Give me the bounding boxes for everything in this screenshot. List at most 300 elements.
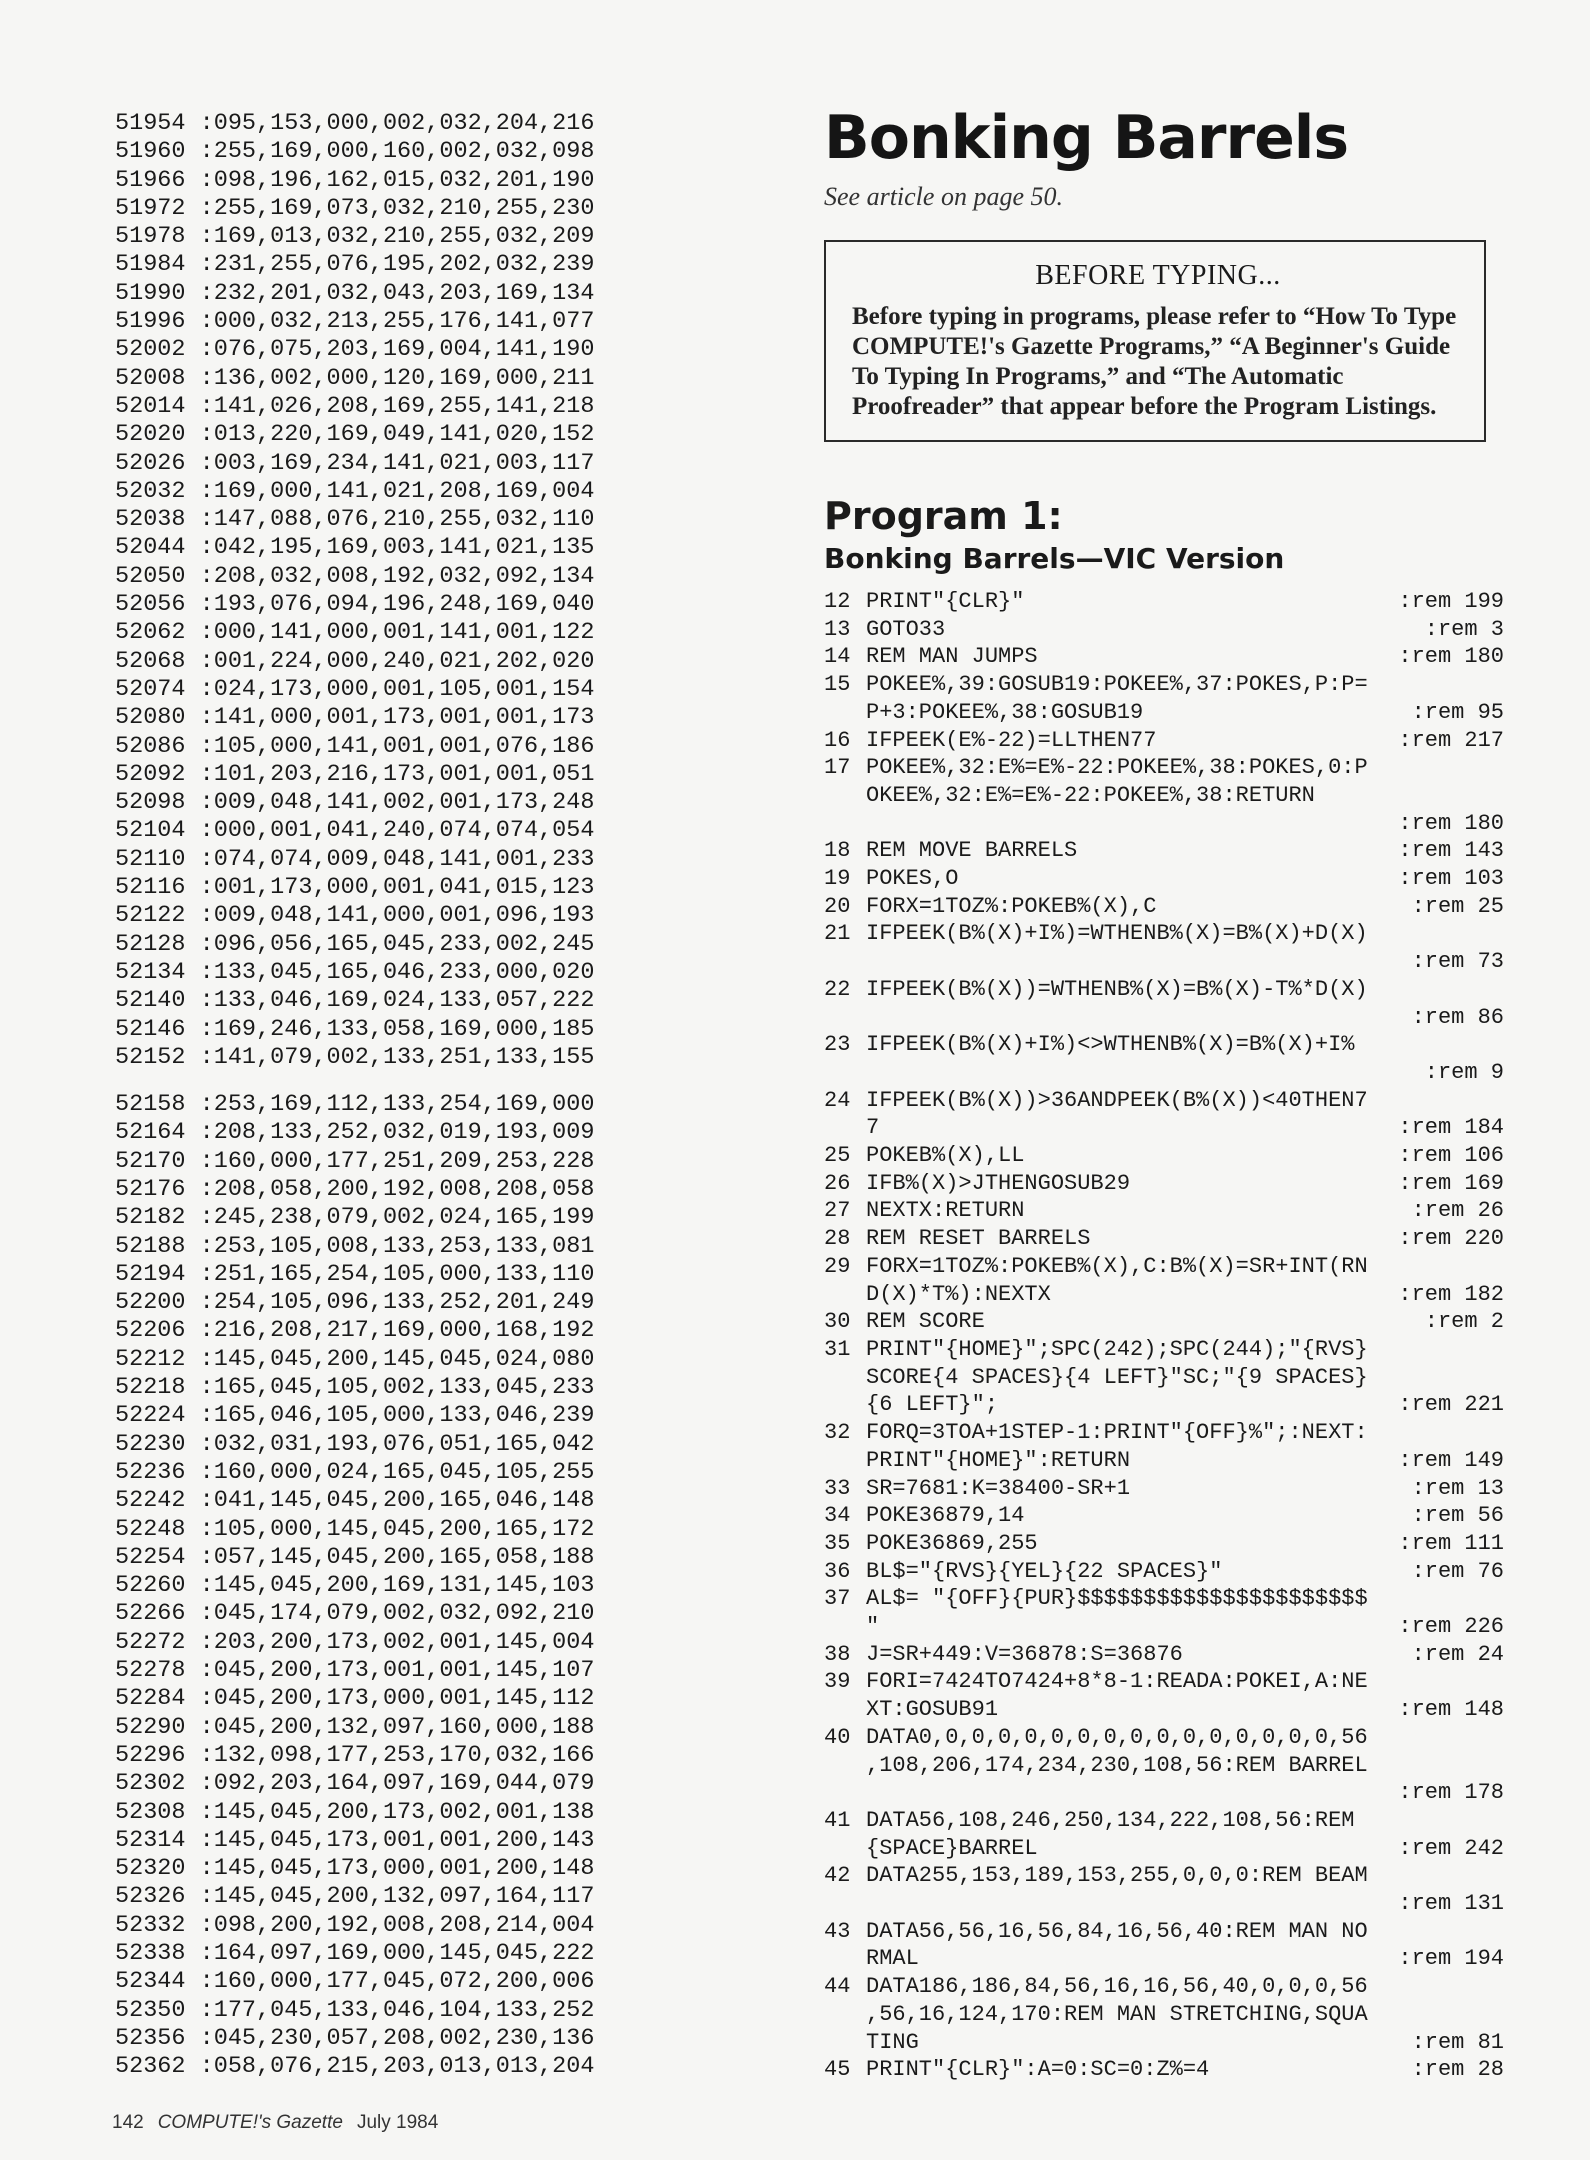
hex-address: 52122 — [115, 902, 186, 930]
line-code: IFPEEK(B%(X)+I%)=WTHENB%(X)=B%(X)+D(X) — [866, 921, 1368, 947]
program-line — [824, 1253, 1504, 1308]
hex-line — [115, 1657, 695, 1685]
hex-data: :074,074,009,048,141,001,233 — [199, 845, 595, 873]
hex-line — [115, 1770, 695, 1798]
hex-data: :092,203,164,097,169,044,079 — [199, 1770, 595, 1798]
checksum-rem: :rem 28 — [1411, 2057, 1504, 2083]
page-footer — [112, 2112, 438, 2134]
line-number: 17 — [824, 755, 851, 781]
line-code: AL$= "{OFF}{PUR}$$$$$$$$$$$$$$$$$$$$$$ " — [866, 1586, 1368, 1640]
hex-address: 52086 — [115, 732, 186, 760]
checksum-rem: :rem 199 — [1398, 589, 1504, 614]
hex-data: :045,230,057,208,002,230,136 — [199, 2024, 595, 2052]
program-line — [824, 1336, 1504, 1419]
hex-line — [115, 1261, 695, 1289]
line-number: 15 — [824, 672, 851, 698]
hex-data: :000,001,041,240,074,074,054 — [199, 817, 595, 845]
hex-line — [115, 987, 695, 1015]
hex-data: :193,076,094,196,248,169,040 — [199, 591, 595, 619]
program-line — [824, 1973, 1504, 2056]
line-code: FORI=7424TO7424+8*8-1:READA:POKEI,A:NE XT:GOSUB91 — [866, 1669, 1368, 1723]
hex-address: 52350 — [115, 1996, 186, 2024]
hex-address: 52284 — [115, 1685, 186, 1713]
hex-line — [115, 1997, 695, 2025]
hex-address: 52200 — [115, 1289, 186, 1317]
checksum-rem: :rem 81 — [1411, 2029, 1504, 2055]
hex-data: :232,201,032,043,203,169,134 — [199, 279, 595, 307]
hex-line — [115, 1799, 695, 1827]
before-typing-text: Before typing in programs, please refer to “How To Type COMPUTE!'s Gazette Programs,” “A Beginner's Guide To Typing In Programs,” and “The Automatic Proofreader” that appear before the Program Listings. — [852, 303, 1457, 420]
hex-address: 52164 — [115, 1119, 186, 1147]
hex-address: 52356 — [115, 2024, 186, 2052]
hex-address: 52278 — [115, 1657, 186, 1685]
hex-data: :045,200,173,000,001,145,112 — [199, 1685, 595, 1713]
line-code: POKE36879,14 — [866, 1503, 1025, 1529]
hex-data: :208,032,008,192,032,092,134 — [199, 562, 595, 590]
program-line — [824, 671, 1504, 726]
hex-address: 51972 — [115, 194, 186, 222]
hex-address: 52044 — [115, 534, 186, 562]
line-code: REM MOVE BARRELS — [866, 838, 1078, 864]
checksum-rem: :rem 220 — [1398, 1226, 1504, 1252]
before-typing-box — [824, 240, 1486, 442]
hex-listing — [115, 110, 695, 2081]
line-number: 43 — [824, 1918, 851, 1944]
line-number: 33 — [824, 1475, 851, 1501]
line-number: 34 — [824, 1503, 851, 1529]
hex-line — [115, 1742, 695, 1770]
hex-address: 52224 — [115, 1402, 186, 1430]
hex-line — [115, 280, 695, 308]
hex-line — [115, 1912, 695, 1940]
line-number: 42 — [824, 1863, 851, 1889]
hex-data: :160,000,177,251,209,253,228 — [199, 1147, 595, 1175]
hex-line — [115, 421, 695, 449]
line-number: 19 — [824, 866, 851, 892]
line-code: PRINT"{HOME}";SPC(242);SPC(244);"{RVS} SCORE{4 SPACES}{4 LEFT}"SC;"{9 SPACES} {6 LEFT}"; — [866, 1336, 1368, 1418]
hex-line — [115, 931, 695, 959]
hex-data: :165,046,105,000,133,046,239 — [199, 1402, 595, 1430]
hex-address: 52008 — [115, 364, 186, 392]
hex-data: :009,048,141,002,001,173,248 — [199, 789, 595, 817]
hex-data: :147,088,076,210,255,032,110 — [199, 506, 595, 534]
hex-line — [115, 1044, 695, 1072]
hex-data: :177,045,133,046,104,133,252 — [199, 1996, 595, 2024]
line-code: DATA0,0,0,0,0,0,0,0,0,0,0,0,0,0,0,0,56 ,108,206,174,234,230,108,56:REM BARREL — [866, 1724, 1368, 1778]
hex-line — [115, 1629, 695, 1657]
hex-address: 52146 — [115, 1015, 186, 1043]
hex-address: 51966 — [115, 166, 186, 194]
hex-line — [115, 450, 695, 478]
hex-address: 52080 — [115, 704, 186, 732]
hex-data: :136,002,000,120,169,000,211 — [199, 364, 595, 392]
checksum-rem: :rem 180 — [1398, 644, 1504, 670]
hex-address: 52104 — [115, 817, 186, 845]
line-code: DATA56,108,246,250,134,222,108,56:REM {SPACE}BARREL — [866, 1807, 1355, 1861]
checksum-rem: :rem 226 — [1398, 1614, 1504, 1640]
hex-line — [115, 1233, 695, 1261]
hex-data: :024,173,000,001,105,001,154 — [199, 675, 595, 703]
listing-gap — [115, 1072, 695, 1091]
hex-data: :105,000,145,045,200,165,172 — [199, 1515, 595, 1543]
hex-data: :169,246,133,058,169,000,185 — [199, 1015, 595, 1043]
hex-data: :076,075,203,169,004,141,190 — [199, 336, 595, 364]
hex-line — [115, 1516, 695, 1544]
hex-address: 52062 — [115, 619, 186, 647]
hex-data: :057,145,045,200,165,058,188 — [199, 1543, 595, 1571]
checksum-rem: :rem 95 — [1411, 699, 1504, 725]
hex-address: 51960 — [115, 138, 186, 166]
line-code: J=SR+449:V=36878:S=36876 — [866, 1641, 1183, 1667]
checksum-rem: :rem 131 — [1398, 1891, 1504, 1917]
hex-address: 52314 — [115, 1826, 186, 1854]
hex-address: 52296 — [115, 1741, 186, 1769]
hex-data: :141,000,001,173,001,001,173 — [199, 704, 595, 732]
hex-data: :001,173,000,001,041,015,123 — [199, 874, 595, 902]
basic-listing — [824, 588, 1504, 2084]
checksum-rem: :rem 9 — [1424, 1059, 1504, 1085]
hex-data: :231,255,076,195,202,032,239 — [199, 251, 595, 279]
checksum-rem: :rem 86 — [1411, 1004, 1504, 1030]
program-line — [824, 920, 1504, 975]
line-code: POKEE%,32:E%=E%-22:POKEE%,38:POKES,0:P OKEE%,32:E%=E%-22:POKEE%,38:RETURN — [866, 755, 1368, 808]
line-number: 24 — [824, 1087, 851, 1113]
line-number: 26 — [824, 1170, 851, 1196]
line-number: 16 — [824, 727, 851, 753]
hex-line — [115, 1148, 695, 1176]
program-line — [824, 643, 1504, 671]
line-code: POKES,O — [866, 866, 959, 892]
hex-line — [115, 1346, 695, 1374]
program-line — [824, 1197, 1504, 1225]
hex-address: 52026 — [115, 449, 186, 477]
hex-line — [115, 619, 695, 647]
hex-address: 52134 — [115, 958, 186, 986]
hex-data: :251,165,254,105,000,133,110 — [199, 1260, 595, 1288]
hex-address: 52248 — [115, 1515, 186, 1543]
program-heading: Program 1: — [824, 494, 1063, 538]
program-line — [824, 754, 1504, 837]
hex-address: 52320 — [115, 1855, 186, 1883]
program-line — [824, 1724, 1504, 1807]
hex-address: 52116 — [115, 874, 186, 902]
line-number: 20 — [824, 893, 851, 919]
issue-date: July 1984 — [356, 2112, 439, 2133]
program-line — [824, 1419, 1504, 1474]
hex-line — [115, 1487, 695, 1515]
hex-line — [115, 308, 695, 336]
hex-line — [115, 1572, 695, 1600]
hex-address: 52338 — [115, 1940, 186, 1967]
program-line — [824, 1225, 1504, 1253]
line-code: POKE36869,255 — [866, 1530, 1038, 1556]
program-line — [824, 976, 1504, 1031]
program-line — [824, 1142, 1504, 1170]
hex-data: :133,045,165,046,233,000,020 — [199, 958, 595, 986]
hex-data: :145,045,200,145,045,024,080 — [199, 1345, 595, 1373]
hex-data: :098,200,192,008,208,214,004 — [199, 1911, 595, 1939]
line-number: 29 — [824, 1253, 851, 1279]
hex-line — [115, 704, 695, 732]
checksum-rem: :rem 24 — [1411, 1641, 1504, 1667]
line-number: 12 — [824, 589, 851, 614]
line-number: 41 — [824, 1807, 851, 1833]
line-code: BL$="{RVS}{YEL}{22 SPACES}" — [866, 1558, 1223, 1584]
checksum-rem: :rem 169 — [1398, 1170, 1504, 1196]
hex-data: :208,058,200,192,008,208,058 — [199, 1175, 595, 1203]
hex-line — [115, 534, 695, 562]
program-line — [824, 727, 1504, 755]
hex-address: 52242 — [115, 1487, 186, 1515]
hex-line — [115, 223, 695, 251]
hex-address: 52152 — [115, 1043, 186, 1071]
line-code: IFB%(X)>JTHENGOSUB29 — [866, 1170, 1131, 1196]
line-number: 45 — [824, 2057, 851, 2083]
line-code: IFPEEK(B%(X)+I%)<>WTHENB%(X)=B%(X)+I% — [866, 1032, 1355, 1058]
hex-address: 52038 — [115, 506, 186, 534]
hex-address: 52182 — [115, 1204, 186, 1232]
hex-address: 51984 — [115, 251, 186, 279]
line-code: FORX=1TOZ%:POKEB%(X),C — [866, 893, 1157, 919]
hex-address: 52206 — [115, 1317, 186, 1345]
hex-address: 52092 — [115, 760, 186, 788]
hex-data: :245,238,079,002,024,165,199 — [199, 1204, 595, 1232]
hex-data: :045,174,079,002,032,092,210 — [199, 1600, 595, 1628]
hex-line — [115, 1544, 695, 1572]
line-code: PRINT"{CLR}":A=0:SC=0:Z%=4 — [866, 2057, 1210, 2083]
hex-data: :160,000,024,165,045,105,255 — [199, 1458, 595, 1486]
hex-data: :058,076,215,203,013,013,204 — [199, 2053, 595, 2081]
hex-address: 52212 — [115, 1345, 186, 1373]
checksum-rem: :rem 2 — [1424, 1309, 1504, 1335]
hex-address: 52074 — [115, 675, 186, 703]
hex-data: :164,097,169,000,145,045,222 — [199, 1940, 595, 1967]
hex-data: :045,200,132,097,160,000,188 — [199, 1713, 595, 1741]
hex-data: :160,000,177,045,072,200,006 — [199, 1968, 595, 1996]
hex-address: 52002 — [115, 336, 186, 364]
program-line — [824, 1585, 1504, 1640]
hex-address: 51954 — [115, 110, 186, 137]
hex-data: :145,045,173,000,001,200,148 — [199, 1855, 595, 1883]
program-line — [824, 1308, 1504, 1336]
program-line — [824, 1807, 1504, 1862]
checksum-rem: :rem 26 — [1411, 1198, 1504, 1224]
hex-line — [115, 789, 695, 817]
hex-data: :165,045,105,002,133,045,233 — [199, 1374, 595, 1402]
line-number: 18 — [824, 838, 851, 864]
hex-address: 52272 — [115, 1628, 186, 1656]
hex-address: 52020 — [115, 421, 186, 449]
line-code: DATA56,56,16,56,84,16,56,40:REM MAN NO RMAL — [866, 1918, 1368, 1972]
program-line — [824, 1558, 1504, 1586]
hex-data: :216,208,217,169,000,168,192 — [199, 1317, 595, 1345]
hex-data: :145,045,200,169,131,145,103 — [199, 1572, 595, 1600]
program-line — [824, 1475, 1504, 1503]
hex-line — [115, 336, 695, 364]
line-code: PRINT"{CLR}" — [866, 589, 1025, 614]
hex-data: :009,048,141,000,001,096,193 — [199, 902, 595, 930]
before-typing-title: BEFORE TYPING... — [1035, 260, 1281, 291]
hex-line — [115, 1317, 695, 1345]
hex-data: :145,045,200,173,002,001,138 — [199, 1798, 595, 1826]
line-number: 40 — [824, 1724, 851, 1750]
line-number: 22 — [824, 976, 851, 1002]
hex-data: :141,079,002,133,251,133,155 — [199, 1043, 595, 1071]
hex-line — [115, 506, 695, 534]
hex-address: 52332 — [115, 1911, 186, 1939]
hex-data: :001,224,000,240,021,202,020 — [199, 647, 595, 675]
line-number: 32 — [824, 1420, 851, 1446]
line-code: SR=7681:K=38400-SR+1 — [866, 1475, 1131, 1501]
hex-line — [115, 1431, 695, 1459]
hex-line — [115, 138, 695, 166]
line-code: IFPEEK(E%-22)=LLTHEN77 — [866, 727, 1157, 753]
magazine-name: COMPUTE!'s Gazette — [157, 2112, 343, 2133]
hex-line — [115, 2025, 695, 2053]
hex-line — [115, 1289, 695, 1317]
hex-line — [115, 251, 695, 279]
hex-data: :169,013,032,210,255,032,209 — [199, 223, 595, 251]
checksum-rem: :rem 143 — [1398, 838, 1504, 864]
line-code: IFPEEK(B%(X))>36ANDPEEK(B%(X))<40THEN7 7 — [866, 1087, 1368, 1141]
hex-data: :133,046,169,024,133,057,222 — [199, 987, 595, 1015]
hex-line — [115, 563, 695, 591]
hex-line — [115, 648, 695, 676]
article-reference: See article on page 50. — [824, 182, 1063, 211]
checksum-rem: :rem 76 — [1411, 1558, 1504, 1584]
hex-line — [115, 1402, 695, 1430]
line-code: NEXTX:RETURN — [866, 1198, 1025, 1224]
hex-line — [115, 365, 695, 393]
right-column — [824, 100, 1524, 2084]
line-code: FORX=1TOZ%:POKEB%(X),C:B%(X)=SR+INT(RN D(X)*T%):NEXTX — [866, 1253, 1368, 1307]
checksum-rem: :rem 242 — [1398, 1835, 1504, 1861]
hex-address: 52098 — [115, 789, 186, 817]
hex-data: :041,145,045,200,165,046,148 — [199, 1487, 595, 1515]
hex-line — [115, 1968, 695, 1996]
hex-data: :141,026,208,169,255,141,218 — [199, 392, 595, 420]
line-code: IFPEEK(B%(X))=WTHENB%(X)=B%(X)-T%*D(X) — [866, 976, 1368, 1002]
program-subheading: Bonking Barrels—VIC Version — [824, 542, 1285, 575]
line-number: 28 — [824, 1226, 851, 1252]
hex-address: 51978 — [115, 223, 186, 251]
hex-line — [115, 902, 695, 930]
hex-line — [115, 1714, 695, 1742]
checksum-rem: :rem 111 — [1398, 1530, 1504, 1556]
hex-line — [115, 874, 695, 902]
hex-line — [115, 167, 695, 195]
hex-address: 52194 — [115, 1260, 186, 1288]
hex-address: 51990 — [115, 279, 186, 307]
hex-address: 52110 — [115, 845, 186, 873]
checksum-rem: :rem 148 — [1398, 1697, 1504, 1723]
hex-address: 52260 — [115, 1572, 186, 1600]
checksum-rem: :rem 106 — [1398, 1143, 1504, 1169]
checksum-rem: :rem 149 — [1398, 1447, 1504, 1473]
checksum-rem: :rem 25 — [1411, 893, 1504, 919]
hex-address: 52032 — [115, 477, 186, 505]
program-line — [824, 2056, 1504, 2084]
hex-line — [115, 393, 695, 421]
hex-address: 52236 — [115, 1458, 186, 1486]
hex-data: :098,196,162,015,032,201,190 — [199, 166, 595, 194]
hex-address: 52302 — [115, 1770, 186, 1798]
line-code: GOTO33 — [866, 616, 946, 642]
hex-address: 52362 — [115, 2053, 186, 2081]
program-line — [824, 616, 1504, 644]
program-line — [824, 1087, 1504, 1142]
hex-data: :042,195,169,003,141,021,135 — [199, 534, 595, 562]
line-number: 13 — [824, 616, 851, 642]
hex-line — [115, 591, 695, 619]
line-code: POKEB%(X),LL — [866, 1143, 1025, 1169]
hex-data: :255,169,073,032,210,255,230 — [199, 194, 595, 222]
line-code: REM SCORE — [866, 1309, 985, 1335]
hex-data: :145,045,173,001,001,200,143 — [199, 1826, 595, 1854]
program-line — [824, 837, 1504, 865]
hex-address: 52266 — [115, 1600, 186, 1628]
program-line — [824, 1530, 1504, 1558]
hex-address: 52308 — [115, 1798, 186, 1826]
hex-address: 52188 — [115, 1232, 186, 1260]
hex-line — [115, 846, 695, 874]
hex-data: :095,153,000,002,032,204,216 — [199, 110, 595, 137]
checksum-rem: :rem 182 — [1398, 1281, 1504, 1307]
hex-line — [115, 1940, 695, 1968]
hex-data: :045,200,173,001,001,145,107 — [199, 1657, 595, 1685]
hex-address: 52176 — [115, 1175, 186, 1203]
hex-address: 52140 — [115, 987, 186, 1015]
checksum-rem: :rem 180 — [1398, 810, 1504, 836]
hex-line — [115, 478, 695, 506]
hex-line — [115, 1119, 695, 1147]
hex-data: :253,169,112,133,254,169,000 — [199, 1091, 595, 1119]
checksum-rem: :rem 194 — [1398, 1946, 1504, 1972]
hex-line — [115, 733, 695, 761]
line-code: DATA186,186,84,56,16,16,56,40,0,0,0,56 ,56,16,124,170:REM MAN STRETCHING,SQUA TING — [866, 1974, 1368, 2055]
article-title: Bonking Barrels — [824, 103, 1349, 173]
line-number: 21 — [824, 921, 851, 947]
line-code: FORQ=3TOA+1STEP-1:PRINT"{OFF}%";:NEXT: PRINT"{HOME}":RETURN — [866, 1420, 1368, 1473]
program-line — [824, 1862, 1504, 1917]
hex-line — [115, 1091, 695, 1119]
program-line — [824, 1641, 1504, 1669]
hex-data: :105,000,141,001,001,076,186 — [199, 732, 595, 760]
hex-address: 52014 — [115, 392, 186, 420]
line-number: 25 — [824, 1143, 851, 1169]
line-number: 30 — [824, 1309, 851, 1335]
hex-data: :000,032,213,255,176,141,077 — [199, 308, 595, 336]
hex-line — [115, 1855, 695, 1883]
hex-address: 52290 — [115, 1713, 186, 1741]
hex-address: 52254 — [115, 1543, 186, 1571]
line-number: 27 — [824, 1198, 851, 1224]
program-line — [824, 1668, 1504, 1723]
hex-data: :145,045,200,132,097,164,117 — [199, 1883, 595, 1911]
hex-line — [115, 1176, 695, 1204]
line-code: REM MAN JUMPS — [866, 644, 1038, 670]
hex-data: :208,133,252,032,019,193,009 — [199, 1119, 595, 1147]
hex-data: :203,200,173,002,001,145,004 — [199, 1628, 595, 1656]
line-number: 39 — [824, 1669, 851, 1695]
hex-line — [115, 761, 695, 789]
program-line — [824, 1918, 1504, 1973]
hex-data: :254,105,096,133,252,201,249 — [199, 1289, 595, 1317]
program-line — [824, 1031, 1504, 1086]
checksum-rem: :rem 221 — [1398, 1392, 1504, 1418]
hex-address: 52128 — [115, 930, 186, 958]
checksum-rem: :rem 3 — [1424, 616, 1504, 642]
